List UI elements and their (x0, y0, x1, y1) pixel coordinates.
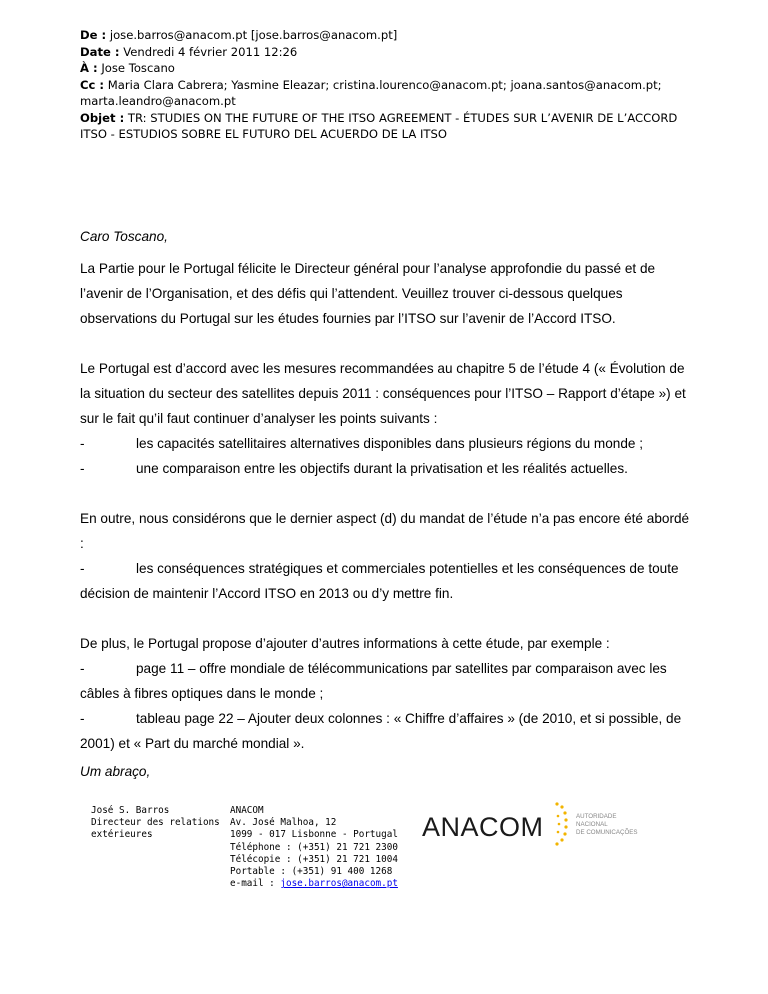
signature-contact (230, 805, 398, 890)
signature-address-2: 1099 - 017 Lisbonne - Portugal (230, 829, 398, 841)
cc-value[interactable]: Maria Clara Cabrera; Yasmine Eleazar; cristina.lourenco@anacom.pt; joana.santos@anacom.pt; marta.leandro@anacom.pt (80, 77, 662, 108)
signature-org: ANACOM (230, 805, 264, 816)
logo-tag-2: NACIONAL (576, 821, 608, 828)
date-line (80, 44, 700, 61)
subject-line (80, 110, 700, 143)
list-item (80, 431, 692, 456)
signature-phone: Téléphone : (+351) 21 721 2300 (230, 841, 398, 853)
from-label: De : (80, 28, 107, 42)
list-item (80, 456, 692, 481)
list-dash: - (80, 461, 85, 476)
to-label: À : (80, 61, 98, 75)
signature-email-line (230, 878, 398, 890)
signature-address-1: Av. José Malhoa, 12 (230, 817, 337, 829)
logo-dots (555, 802, 567, 845)
logo-tag-1: AUTORIDADE (576, 813, 617, 820)
signature-title-2: extérieures (91, 829, 153, 841)
paragraph-4: De plus, le Portugal propose d’ajouter d’autres informations à cette étude, par exemple : (80, 636, 610, 651)
signature-fax: Télécopie : (+351) 21 721 1004 (230, 853, 398, 865)
paragraph-2: Le Portugal est d’accord avec les mesures recommandées au chapitre 5 de l’étude 4 (« Évolution de la situation du secteur des satellites depuis 2011 : conséquences pour l’ITSO – Rapport d’étape ») et sur le fait qu’il faut continuer d’analyser les points suivants : (80, 361, 686, 426)
cc-label: Cc : (80, 77, 105, 92)
list-item (80, 556, 692, 606)
signature-name: José S. Barros (91, 805, 170, 816)
subject-value: TR: STUDIES ON THE FUTURE OF THE ITSO AGREEMENT - ÉTUDES SUR L’AVENIR DE L’ACCORD ITSO - ESTUDIOS SOBRE EL FUTURO DEL ACUERDO DE LA ITSO (80, 110, 678, 141)
from-value[interactable]: jose.barros@anacom.pt [jose.barros@anacom.pt] (109, 28, 398, 42)
date-label: Date : (80, 44, 120, 59)
anacom-logo (420, 796, 650, 856)
list-item (80, 706, 692, 756)
email-link[interactable]: jose.barros@anacom.pt (280, 878, 398, 890)
list-item-text: une comparaison entre les objectifs durant la privatisation et les réalités actuelles. (136, 461, 628, 476)
paragraph-1: La Partie pour le Portugal félicite le Directeur général pour l’analyse approfondie du passé et de l’avenir de l’Organisation, et des défis qui l’attendent. Veuillez trouver ci-dessous quelques observations du Portugal sur les études fournies par l’ITSO sur l’avenir de l’Accord ITSO. (80, 261, 656, 326)
signature-person (91, 805, 220, 842)
from-line (80, 27, 700, 44)
subject-label: Objet : (80, 110, 125, 125)
list-item (80, 656, 692, 706)
email-label: e-mail : (230, 878, 275, 890)
list-item-text: tableau page 22 – Ajouter deux colonnes : « Chiffre d’affaires » (de 2010, et si possible, de 2001) et « Part du marché mondial ». (80, 711, 682, 751)
to-value[interactable]: Jose Toscano (101, 61, 175, 75)
cc-line (80, 77, 700, 110)
closing: Um abraço, (80, 764, 151, 779)
list-dash: - (80, 661, 85, 676)
list-dash: - (80, 436, 85, 451)
signature-title-1: Directeur des relations (91, 817, 220, 829)
letter-body (80, 256, 692, 756)
logo-wordmark: ANACOM (422, 812, 544, 842)
paragraph-3: En outre, nous considérons que le dernier aspect (d) du mandat de l’étude n’a pas encore été abordé : (80, 511, 690, 551)
logo-tag-3: DE COMUNICAÇÕES (576, 829, 638, 836)
list-item-text: page 11 – offre mondiale de télécommunications par satellites par comparaison avec les câbles à fibres optiques dans le monde ; (80, 661, 667, 701)
to-line (80, 60, 700, 77)
list-item-text: les capacités satellitaires alternatives disponibles dans plusieurs régions du monde ; (136, 436, 644, 451)
date-value: Vendredi 4 février 2011 12:26 (123, 44, 298, 59)
list-dash: - (80, 561, 85, 576)
list-item-text: les conséquences stratégiques et commerciales potentielles et les conséquences de toute décision de maintenir l’Accord ITSO en 2013 ou d’y mettre fin. (80, 561, 679, 601)
signature-mobile: Portable : (+351) 91 400 1268 (230, 866, 393, 878)
salutation: Caro Toscano, (80, 229, 168, 244)
email-header (80, 27, 700, 143)
list-dash: - (80, 711, 85, 726)
